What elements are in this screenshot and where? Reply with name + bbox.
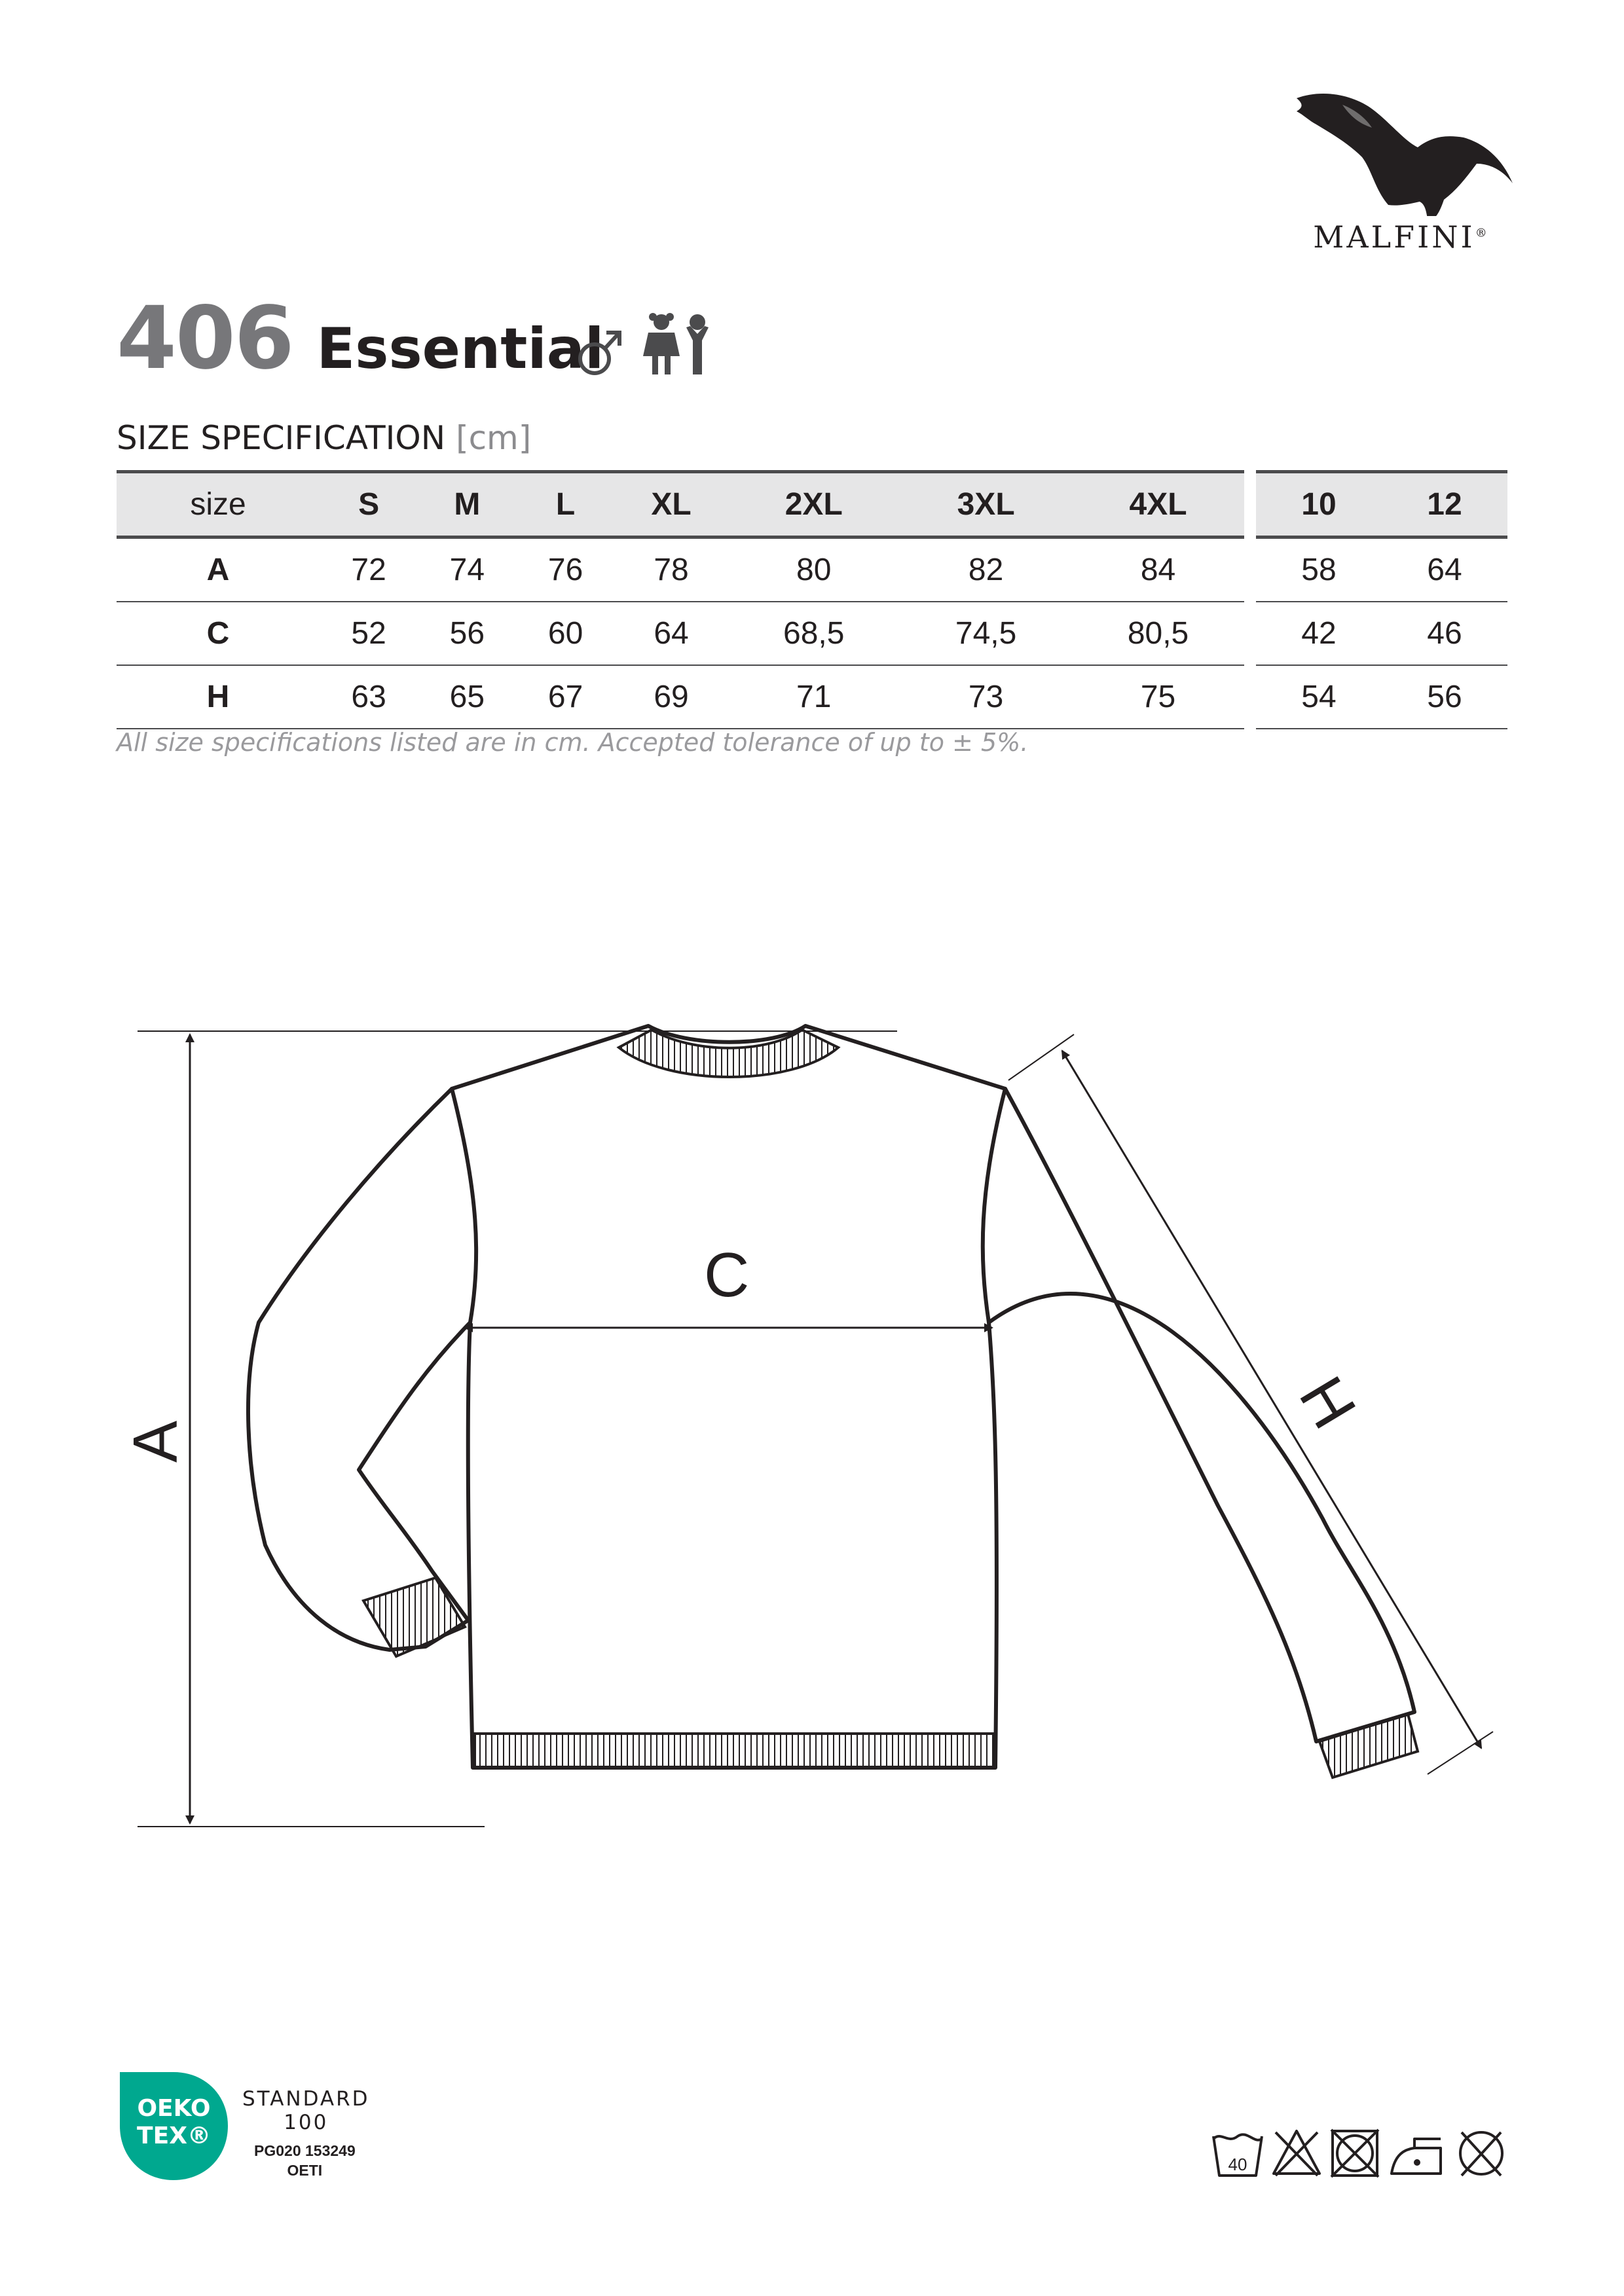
no-dry-clean-icon xyxy=(1460,2132,1502,2176)
table-cell: 64 xyxy=(1382,538,1507,602)
table-header-cell: size xyxy=(117,472,320,538)
table-cell: 58 xyxy=(1256,538,1382,602)
table-cell: 46 xyxy=(1382,602,1507,665)
wash-40-icon xyxy=(1213,2134,1262,2176)
collar-rib xyxy=(619,1030,838,1077)
measure-c xyxy=(465,1240,992,1328)
gender-icons xyxy=(576,308,727,380)
table-cell: 52 xyxy=(320,602,418,665)
table-cell: H xyxy=(117,665,320,729)
table-row xyxy=(117,602,1244,665)
table-header-cell: XL xyxy=(615,472,728,538)
oeko-tex-logo xyxy=(117,2069,231,2183)
label-c: C xyxy=(704,1240,750,1310)
label-h: H xyxy=(1285,1365,1370,1440)
product-title xyxy=(117,288,604,393)
care-symbols xyxy=(1211,2124,1513,2180)
children-icon xyxy=(643,313,709,374)
oeko-code-line1: PG020 153249 xyxy=(254,2142,356,2159)
table-header-cell: 10 xyxy=(1256,472,1382,538)
table-header-cell: M xyxy=(418,472,516,538)
table-cell: 84 xyxy=(1072,538,1244,602)
brand-name: MALFINI xyxy=(1313,219,1475,255)
table-cell: 75 xyxy=(1072,665,1244,729)
table-row xyxy=(1256,665,1507,729)
table-row xyxy=(1256,602,1507,665)
table-header-cell: L xyxy=(516,472,614,538)
table-row xyxy=(117,665,1244,729)
table-cell: 76 xyxy=(516,538,614,602)
no-bleach-icon xyxy=(1274,2131,1320,2176)
table-header-cell: 4XL xyxy=(1072,472,1244,538)
table-cell: C xyxy=(117,602,320,665)
table-cell: 56 xyxy=(1382,665,1507,729)
table-cell: 80 xyxy=(728,538,900,602)
measure-h xyxy=(1008,1034,1493,1774)
model-number: 406 xyxy=(117,288,293,389)
brand-logo xyxy=(1277,85,1526,268)
size-table-adult xyxy=(117,470,1244,729)
table-cell: 60 xyxy=(516,602,614,665)
oeko-standard xyxy=(242,2087,370,2134)
sweatshirt-drawing xyxy=(0,982,1624,1872)
table-cell: 64 xyxy=(615,602,728,665)
table-header-cell: 3XL xyxy=(900,472,1072,538)
male-icon xyxy=(580,333,619,373)
table-cell: 71 xyxy=(728,665,900,729)
table-cell: 80,5 xyxy=(1072,602,1244,665)
measure-a xyxy=(120,1031,897,1827)
table-header-row xyxy=(1256,472,1507,538)
iron-low-icon xyxy=(1392,2139,1441,2174)
oeko-code-line2: OETI xyxy=(287,2162,323,2179)
table-row xyxy=(1256,538,1507,602)
hem-rib xyxy=(475,1734,993,1768)
registered-mark: ® xyxy=(1475,226,1490,240)
table-row xyxy=(117,538,1244,602)
oeko-standard-line2: 100 xyxy=(284,2111,329,2134)
size-spec-unit: [cm] xyxy=(456,419,532,457)
model-name: Essential xyxy=(316,316,604,382)
table-cell: 54 xyxy=(1256,665,1382,729)
oeko-standard-line1: STANDARD xyxy=(242,2087,370,2111)
left-cuff-rib xyxy=(363,1578,465,1656)
eagle-icon xyxy=(1277,85,1526,216)
table-cell: 65 xyxy=(418,665,516,729)
table-header-cell: S xyxy=(320,472,418,538)
sweatshirt-outline xyxy=(248,1026,1414,1768)
table-cell: A xyxy=(117,538,320,602)
no-tumble-dry-icon xyxy=(1331,2130,1378,2177)
table-cell: 74 xyxy=(418,538,516,602)
table-cell: 69 xyxy=(615,665,728,729)
table-header-cell: 12 xyxy=(1382,472,1507,538)
right-cuff-rib xyxy=(1320,1714,1418,1777)
table-cell: 67 xyxy=(516,665,614,729)
oeko-logo-line1: OEKO xyxy=(137,2095,211,2122)
tolerance-note: All size specifications listed are in cm. Accepted tolerance of up to ± 5%. xyxy=(117,728,1029,757)
table-cell: 56 xyxy=(418,602,516,665)
table-header-cell: 2XL xyxy=(728,472,900,538)
size-spec-heading xyxy=(117,419,531,457)
table-cell: 74,5 xyxy=(900,602,1072,665)
table-cell: 42 xyxy=(1256,602,1382,665)
oeko-logo-line2: TEX® xyxy=(137,2123,211,2149)
table-cell: 78 xyxy=(615,538,728,602)
table-cell: 82 xyxy=(900,538,1072,602)
label-a: A xyxy=(120,1420,191,1463)
size-spec-title: SIZE SPECIFICATION xyxy=(117,419,446,457)
table-cell: 63 xyxy=(320,665,418,729)
table-header-row xyxy=(117,472,1244,538)
table-cell: 72 xyxy=(320,538,418,602)
oeko-code xyxy=(254,2141,356,2180)
wash-temp: 40 xyxy=(1228,2155,1247,2174)
table-cell: 68,5 xyxy=(728,602,900,665)
size-table-kids xyxy=(1256,470,1507,729)
table-cell: 73 xyxy=(900,665,1072,729)
